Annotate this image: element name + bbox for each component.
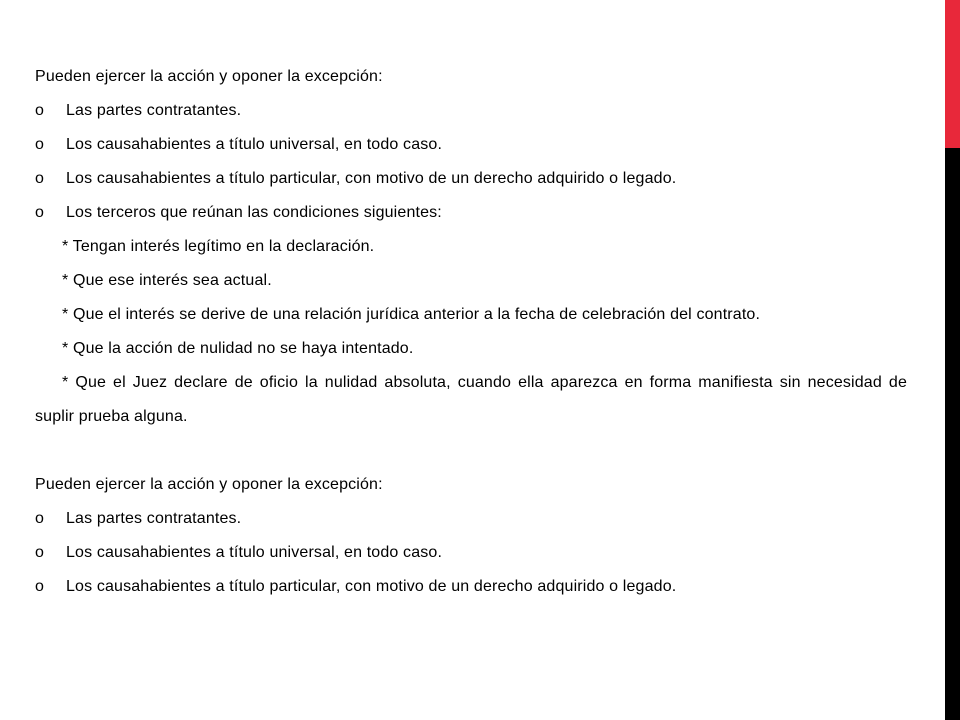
bullet-marker: o — [35, 510, 45, 527]
bullet-text: Las partes contratantes. — [66, 102, 242, 119]
accent-side-bar — [945, 0, 960, 148]
section2-heading: Pueden ejercer la acción y oponer la excepción: — [35, 476, 383, 493]
bullet-marker: o — [35, 102, 45, 119]
condition-item: * Tengan interés legítimo en la declaración. — [62, 238, 375, 255]
slide-body — [35, 60, 907, 604]
section1-heading: Pueden ejercer la acción y oponer la excepción: — [35, 68, 383, 85]
dark-side-bar — [945, 148, 960, 720]
condition-item: * Que la acción de nulidad no se haya intentado. — [62, 340, 414, 357]
bullet-text: Los causahabientes a título universal, en todo caso. — [66, 544, 443, 561]
bullet-marker: o — [35, 578, 45, 595]
bullet-marker: o — [35, 204, 45, 221]
judge-note-paragraph: * Que el Juez declare de oficio la nulidad absoluta, cuando ella aparezca en forma manifiesta sin necesidad de suplir prueba alguna. — [35, 374, 907, 425]
bullet-marker: o — [35, 544, 45, 561]
section1-bullet-item — [35, 196, 907, 230]
section1-bullet-item — [35, 94, 907, 128]
bullet-text: Las partes contratantes. — [66, 510, 242, 527]
bullet-text: Los causahabientes a título particular, con motivo de un derecho adquirido o legado. — [66, 578, 677, 595]
bullet-marker: o — [35, 136, 45, 153]
section2-bullet-item — [35, 502, 907, 536]
section1-bullet-item — [35, 128, 907, 162]
bullet-marker: o — [35, 170, 45, 187]
section2-bullet-item — [35, 570, 907, 604]
section1-bullet-item — [35, 162, 907, 196]
bullet-text: Los causahabientes a título universal, en todo caso. — [66, 136, 443, 153]
condition-item: * Que el interés se derive de una relación jurídica anterior a la fecha de celebración del contrato. — [62, 306, 761, 323]
section2-bullet-item — [35, 536, 907, 570]
bullet-text: Los causahabientes a título particular, con motivo de un derecho adquirido o legado. — [66, 170, 677, 187]
bullet-text: Los terceros que reúnan las condiciones siguientes: — [66, 204, 442, 221]
condition-item: * Que ese interés sea actual. — [62, 272, 272, 289]
section-spacer — [35, 434, 907, 468]
